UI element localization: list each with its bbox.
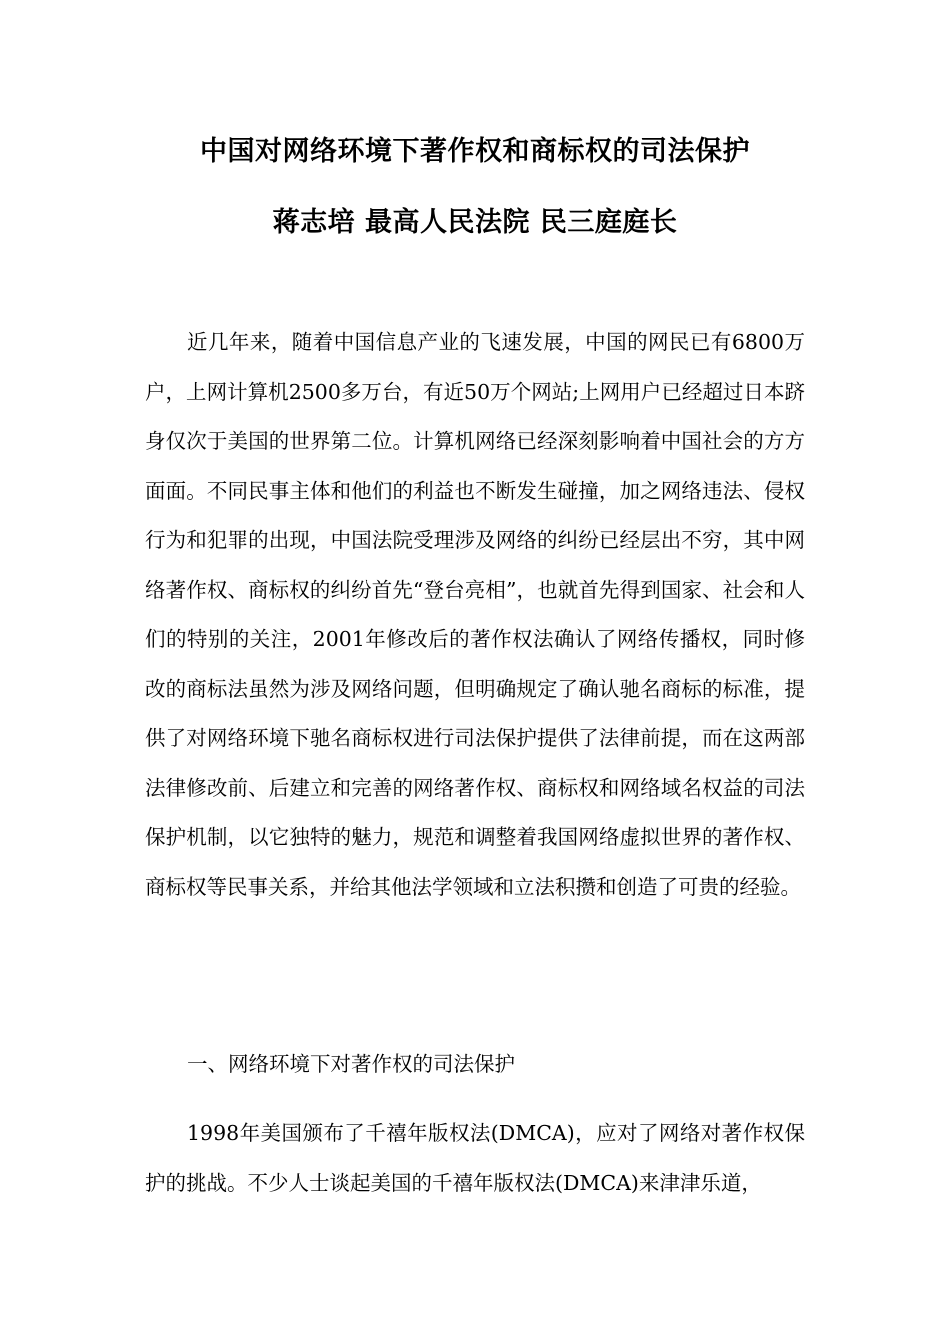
section-heading: 一、网络环境下对著作权的司法保护 [187,1052,515,1076]
author-byline: 蒋志培 最高人民法院 民三庭庭长 [272,207,678,238]
document-title: 中国对网络环境下著作权和商标权的司法保护 [200,136,750,167]
section-paragraph: 1998年美国颁布了千禧年版权法(DMCA)，应对了网络对著作权保护的挑战。不少人士谈起美国的千禧年版权法(DMCA)来津津乐道， [145,1121,805,1195]
intro-paragraph: 近几年来，随着中国信息产业的飞速发展，中国的网民已有6800万户，上网计算机2500多万台，有近50万个网站;上网用户已经超过日本跻身仅次于美国的世界第二位。计算机网络已经深刻影响着中国社会的方方面面。不同民事主体和他们的利益也不断发生碰撞，加之网络违法、侵权行为和犯罪的出现，中国法院受理涉及网络的纠纷已经层出不穷，其中网络著作权、商标权的纠纷首先“登台亮相”，也就首先得到国家、社会和人们的特别的关注，2001年修改后的著作权法确认了网络传播权，同时修改的商标法虽然为涉及网络问题，但明确规定了确认驰名商标的标准，提供了对网络环境下驰名商标权进行司法保护提供了法律前提，而在这两部法律修改前、后建立和完善的网络著作权、商标权和网络域名权益的司法保护机制，以它独特的魅力，规范和调整着我国网络虚拟世界的著作权、商标权等民事关系，并给其他法学领域和立法积攒和创造了可贵的经验。 [145,330,805,899]
